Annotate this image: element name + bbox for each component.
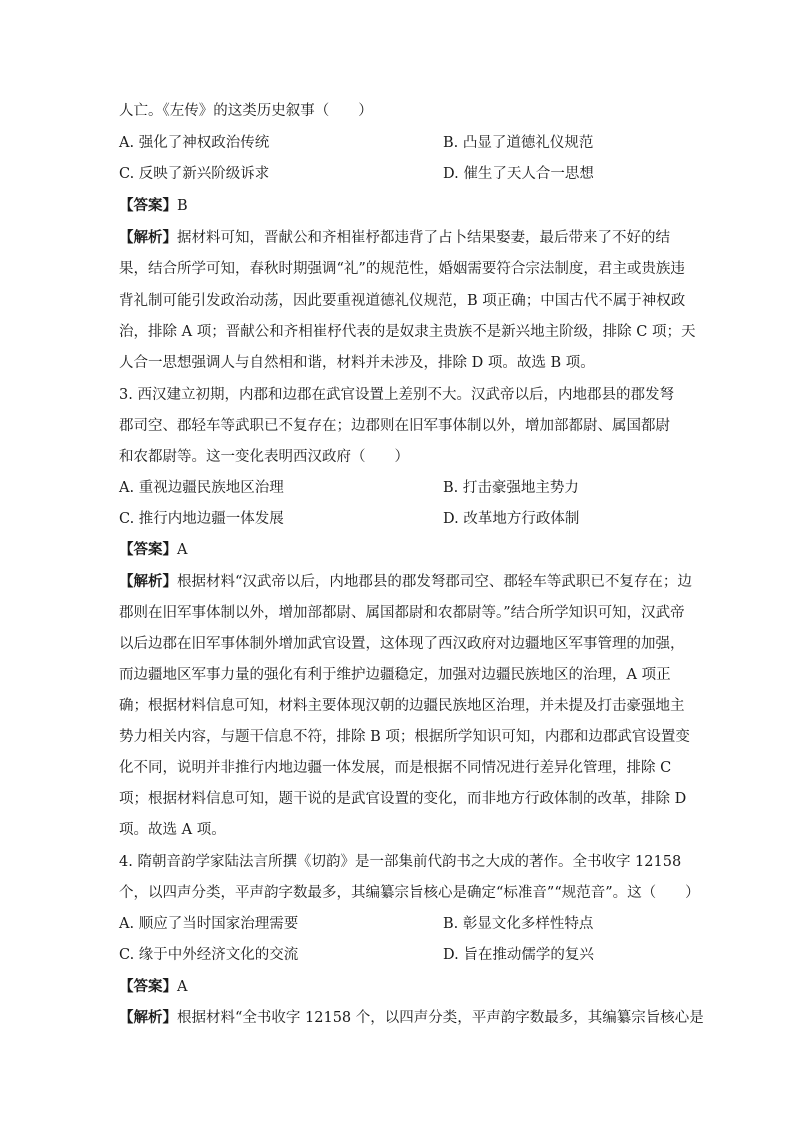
answer-value: A xyxy=(177,542,188,558)
question-4-stem: 4. 隋朝音韵学家陆法言所撰《切韵》是一部集前代韵书之大成的著作。全书收字 12158 xyxy=(119,854,682,870)
answer-tag: 【答案】 xyxy=(119,978,177,995)
q3-analysis-line: 而边疆地区军事力量的强化有利于维护边疆稳定，加强对边疆民族地区的治理，A 项正 xyxy=(119,667,671,683)
q3-analysis-line xyxy=(119,572,692,592)
q2-analysis-line: 人合一思想强调人与自然相和谐，材料并未涉及，排除 D 项。故选 B 项。 xyxy=(119,355,595,371)
question-3-stem: 3. 西汉建立初期，内郡和边郡在武官设置上差别不大。汉武帝以后，内地郡县的郡发弩 xyxy=(119,387,674,403)
q4-option-c: C. 缘于中外经济文化的交流 xyxy=(119,947,299,963)
analysis-tag: 【解析】 xyxy=(119,1009,177,1026)
q3-analysis-line: 势力相关内容，与题干信息不符，排除 B 项；根据所学知识可知，内郡和边郡武官设置变 xyxy=(119,729,690,745)
analysis-text: 据材料可知，晋献公和齐相崔杼都违背了占卜结果娶妻，最后带来了不好的结 xyxy=(177,230,670,246)
q3-analysis-line: 化不同，说明并非推行内地边疆一体发展，而是根据不同情况进行差异化管理，排除 C xyxy=(119,760,672,776)
q4-analysis-line xyxy=(119,1008,704,1028)
q4-option-d: D. 旨在推动儒学的复兴 xyxy=(443,947,594,963)
q3-analysis-line: 确；根据材料信息可知，材料主要体现汉朝的边疆民族地区治理，并未提及打击豪强地主 xyxy=(119,698,685,714)
q3-option-b: B. 打击豪强地主势力 xyxy=(443,480,579,496)
q3-analysis-line: 以后边郡在旧军事体制外增加武官设置，这体现了西汉政府对边疆地区军事管理的加强， xyxy=(119,636,685,652)
q3-option-a: A. 重视边疆民族地区治理 xyxy=(119,480,284,496)
answer-tag: 【答案】 xyxy=(119,541,177,558)
analysis-tag: 【解析】 xyxy=(119,573,177,590)
q2-option-d: D. 催生了天人合一思想 xyxy=(443,166,594,182)
q2-analysis-line: 果，结合所学可知，春秋时期强调“礼”的规范性，婚姻需要符合宗法制度，君主或贵族违 xyxy=(119,261,685,277)
q4-answer xyxy=(119,977,187,997)
question-4-stem: 个，以四声分类，平声韵字数最多，其编纂宗旨核心是确定“标准音”“规范音”。这（ ） xyxy=(119,885,700,901)
q3-answer xyxy=(119,540,187,560)
question-3-stem: 和农都尉等。这一变化表明西汉政府（ ） xyxy=(119,449,409,465)
q2-analysis-line: 治，排除 A 项；晋献公和齐相崔杼代表的是奴隶主贵族不是新兴地主阶级，排除 C 项；天 xyxy=(119,324,696,340)
analysis-text: 根据材料“全书收字 12158 个，以四声分类，平声韵字数最多，其编纂宗旨核心是 xyxy=(177,1010,704,1026)
q2-option-c: C. 反映了新兴阶级诉求 xyxy=(119,166,270,182)
q2-analysis-line: 背礼制可能引发政治动荡，因此要重视道德礼仪规范，B 项正确；中国古代不属于神权政 xyxy=(119,293,686,309)
q4-option-b: B. 彰显文化多样性特点 xyxy=(443,916,594,932)
answer-value: B xyxy=(177,198,188,214)
q2-analysis-line xyxy=(119,228,670,248)
question-2-stem-tail: 人亡。《左传》的这类历史叙事（ ） xyxy=(119,103,373,119)
q3-option-d: D. 改革地方行政体制 xyxy=(443,511,580,527)
answer-value: A xyxy=(177,979,188,995)
q2-option-b: B. 凸显了道德礼仪规范 xyxy=(443,135,594,151)
analysis-tag: 【解析】 xyxy=(119,229,177,246)
analysis-text: 根据材料“汉武帝以后，内地郡县的郡发弩郡司空、郡轻车等武职已不复存在；边 xyxy=(177,574,692,590)
q3-option-c: C. 推行内地边疆一体发展 xyxy=(119,511,284,527)
answer-tag: 【答案】 xyxy=(119,197,177,214)
q2-option-a: A. 强化了神权政治传统 xyxy=(119,135,270,151)
question-3-stem: 郡司空、郡轻车等武职已不复存在；边郡则在旧军事体制以外，增加部都尉、属国都尉 xyxy=(119,418,670,434)
q3-analysis-line: 郡则在旧军事体制以外，增加部都尉、属国都尉和农都尉等。”结合所学知识可知，汉武帝 xyxy=(119,605,685,621)
q4-option-a: A. 顺应了当时国家治理需要 xyxy=(119,916,299,932)
q2-answer xyxy=(119,196,188,216)
q3-analysis-line: 项。故选 A 项。 xyxy=(119,822,226,838)
q3-analysis-line: 项；根据材料信息可知，题干说的是武官设置的变化，而非地方行政体制的改革，排除 D xyxy=(119,791,687,807)
